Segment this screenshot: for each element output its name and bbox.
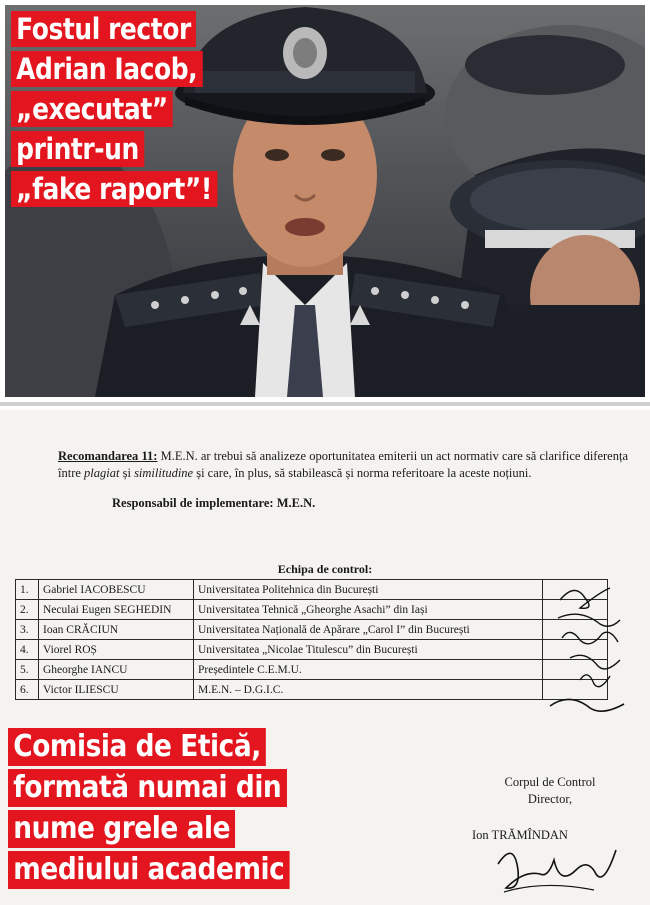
headline-line: Adrian Iacob, [11, 51, 202, 87]
team-title: Echipa de control: [277, 562, 373, 576]
member-institution: Președintele C.E.M.U. [194, 660, 543, 680]
headline-line: „executat” [11, 91, 173, 127]
control-body-title: Corpul de Control [504, 775, 596, 789]
member-name: Victor ILIESCU [39, 680, 194, 700]
term-similitudine: similitudine [134, 466, 194, 480]
table-row [16, 680, 608, 700]
caption-line: mediului academic [8, 851, 290, 889]
director-name: Ion TRĂMÎNDAN [472, 828, 568, 842]
control-body [470, 774, 630, 808]
member-institution: Universitatea Politehnica din București [194, 580, 543, 600]
member-institution: M.E.N. – D.G.I.C. [194, 680, 543, 700]
headline-line: Fostul rector [11, 11, 196, 47]
member-institution: Universitatea „Nicolae Titulescu” din București [194, 640, 543, 660]
table-row [16, 620, 608, 640]
table-row [16, 640, 608, 660]
term-plagiat: plagiat [84, 466, 120, 480]
caption [8, 728, 328, 889]
member-name: Ioan CRĂCIUN [39, 620, 194, 640]
control-team-table [15, 579, 608, 700]
table-row [16, 580, 608, 600]
scanned-document [0, 410, 650, 905]
recommendation-text: și [119, 466, 135, 480]
member-institution: Universitatea Națională de Apărare „Carol I” din București [194, 620, 543, 640]
caption-line: nume grele ale [8, 810, 235, 848]
headline [11, 11, 251, 207]
row-number: 4. [16, 640, 39, 660]
control-body-role: Director, [527, 792, 573, 806]
table-row [16, 660, 608, 680]
member-name: Viorel ROȘ [39, 640, 194, 660]
section-divider [0, 402, 650, 406]
caption-line: Comisia de Etică, [8, 728, 266, 766]
recommendation-paragraph [58, 448, 628, 482]
member-institution: Universitatea Tehnică „Gheorghe Asachi” din Iași [194, 600, 543, 620]
recommendation-text: M.E.N. ar trebui să analizeze oportunitatea emiterii un act normativ care să clarifice diferența între [58, 449, 628, 480]
headline-line: printr-un [11, 131, 144, 167]
table-row [16, 600, 608, 620]
row-number: 6. [16, 680, 39, 700]
row-number: 3. [16, 620, 39, 640]
news-photo [5, 5, 645, 397]
recommendation-label: Recomandarea 11: [58, 449, 158, 463]
member-name: Gabriel IACOBESCU [39, 580, 194, 600]
member-name: Neculai Eugen SEGHEDIN [39, 600, 194, 620]
implementation-responsible: Responsabil de implementare: M.E.N. [112, 496, 316, 510]
caption-line: formată numai din [8, 769, 287, 807]
recommendation-text: și care, în plus, să stabilească și norma referitoare la aceste noțiuni. [193, 466, 532, 480]
headline-line: „fake raport”! [11, 171, 217, 207]
member-name: Gheorghe IANCU [39, 660, 194, 680]
row-number: 1. [16, 580, 39, 600]
signature-scribbles [540, 580, 630, 720]
director-signature [484, 830, 624, 902]
row-number: 5. [16, 660, 39, 680]
row-number: 2. [16, 600, 39, 620]
